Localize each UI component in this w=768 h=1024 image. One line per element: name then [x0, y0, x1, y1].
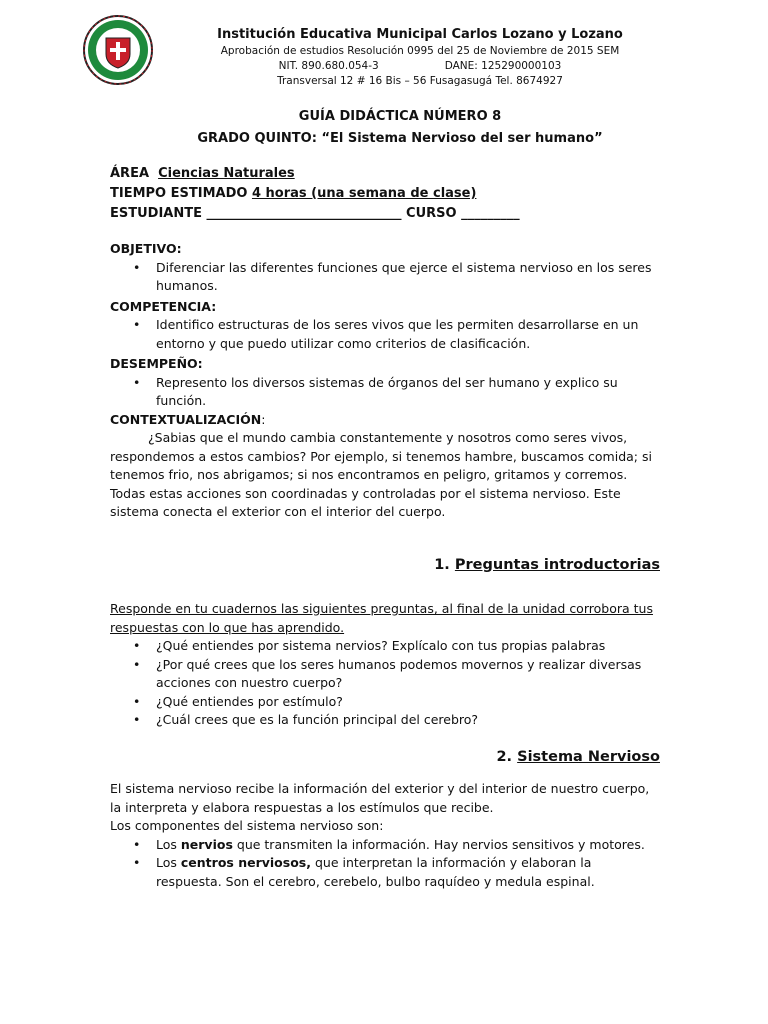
item-rest: que transmiten la información. Hay nervios sensitivos y motores. — [232, 836, 645, 852]
contextualizacion-colon: : — [261, 411, 266, 427]
contextualizacion-text: ¿Sabias que el mundo cambia constantemente y nosotros como seres vivos, respondemos a estos cambios? Por ejemplo, si tenemos hambre, buscamos comida; si tenemos frio, nos abrigamos; si nos encontramos en peligro, gritamos y corremos. Todas estas acciones son coordinadas y controladas por el sistema nervioso. Este sistema conecta el exterior con el interior del cuerpo. — [110, 430, 652, 519]
student-row — [110, 204, 520, 224]
student-label: ESTUDIANTE — [110, 206, 202, 221]
list-item: • ¿Por qué crees que los seres humanos podemos movernos y realizar diversas acciones con nuestro cuerpo? — [110, 656, 660, 693]
item-bold: centros nerviosos, — [180, 855, 311, 870]
objetivo-label: OBJETIVO: — [110, 241, 182, 256]
item-rest: que interpretan la información y elaboran la respuesta. Son el cerebro, cerebelo, bulbo raquídeo y medula espinal. — [156, 855, 595, 889]
questions-list — [110, 637, 660, 730]
list-item: • Identifico estructuras de los seres vivos que les permiten desarrollarse en un entorno y que puedo utilizar como criterios de clasificación. — [110, 316, 660, 353]
nit-dane-line — [160, 59, 680, 74]
course-blank: _________ — [461, 206, 520, 221]
section-2-intro: El sistema nervioso recibe la información del exterior y del interior de nuestro cuerpo, la interpreta y elabora respuestas a los estímulos que recibe. — [110, 781, 650, 815]
item-pre: Los — [156, 836, 177, 852]
school-seal-logo — [82, 14, 154, 86]
student-blank: ______________________________ — [206, 206, 402, 221]
competencia-list — [110, 316, 660, 353]
list-item: • ¿Qué entiendes por sistema nervios? Explícalo con tus propias palabras — [110, 637, 660, 656]
desempeno-list — [110, 374, 660, 411]
list-item — [110, 854, 660, 891]
section-2-title: Sistema Nervioso — [517, 748, 660, 765]
desempeno-label: DESEMPEÑO: — [110, 356, 203, 371]
time-value: 4 horas (una semana de clase) — [251, 186, 477, 201]
list-item: • ¿Cuál crees que es la función principal del cerebro? — [110, 711, 660, 730]
list-item: • ¿Qué entiendes por estímulo? — [110, 693, 660, 712]
competencia-label: COMPETENCIA: — [110, 298, 217, 314]
time-row — [110, 184, 520, 204]
section-1-number: 1. — [434, 556, 450, 573]
area-label: ÁREA — [110, 166, 150, 181]
objetivo-list — [110, 259, 660, 296]
area-row — [110, 164, 520, 184]
approval-line: Aprobación de estudios Resolución 0995 del 25 de Noviembre de 2015 SEM — [220, 45, 620, 57]
list-item — [110, 836, 660, 855]
section-1-heading — [110, 556, 660, 575]
section-1-instruction: Responde en tu cuadernos las siguientes preguntas, al final de la unidad corrobora tus respuestas con lo que has aprendido. — [110, 601, 653, 635]
time-label: TIEMPO ESTIMADO — [110, 186, 248, 201]
institution-name: Institución Educativa Municipal Carlos Lozano y Lozano — [217, 27, 623, 42]
list-item: • Diferenciar las diferentes funciones que ejerce el sistema nervioso en los seres humanos. — [110, 259, 660, 296]
dane: DANE: 125290000103 — [444, 60, 562, 72]
student-fields — [110, 164, 520, 224]
section-2-heading — [110, 748, 660, 767]
section-2-number: 2. — [496, 748, 513, 765]
contextualizacion-heading — [110, 411, 660, 430]
contextualizacion-label: CONTEXTUALIZACIÓN — [110, 411, 262, 427]
area-value: Ciencias Naturales — [158, 166, 295, 181]
address-line: Transversal 12 # 16 Bis – 56 Fusagasugá Tel. 8674927 — [277, 75, 563, 87]
nit: NIT. 890.680.054-3 — [278, 60, 379, 72]
section-1-title: Preguntas introductorias — [454, 556, 660, 573]
item-pre: Los — [156, 855, 177, 870]
components-list — [110, 836, 660, 892]
course-label: CURSO — [406, 206, 457, 221]
guide-subtitle: GRADO QUINTO: “El Sistema Nervioso del ser humano” — [197, 131, 603, 146]
guide-title-block — [110, 106, 690, 150]
guide-body — [110, 238, 660, 891]
list-item: • Represento los diversos sistemas de órganos del ser humano y explico su función. — [110, 374, 660, 411]
section-2-components-intro: Los componentes del sistema nervioso son: — [110, 818, 384, 833]
institution-header — [160, 26, 680, 89]
item-bold: nervios — [180, 836, 233, 852]
guide-title: GUÍA DIDÁCTICA NÚMERO 8 — [298, 109, 502, 124]
